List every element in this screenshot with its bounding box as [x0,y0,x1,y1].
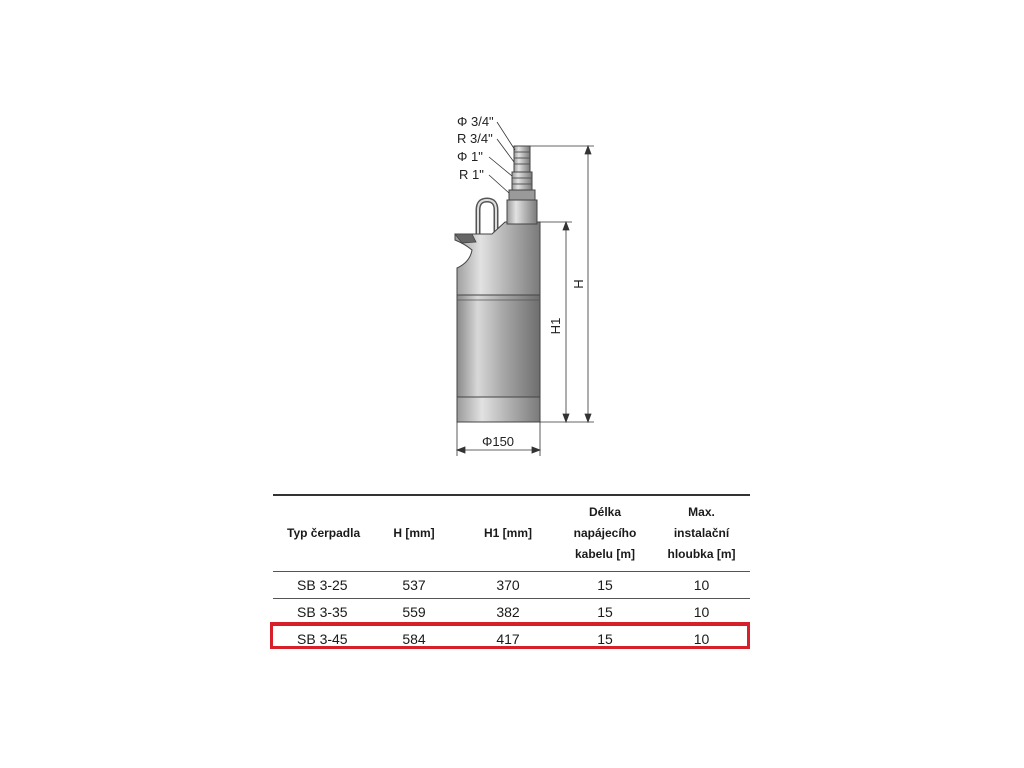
cell-h: 559 [402,604,426,620]
cell-h1: 417 [496,631,520,647]
table-header-row [273,495,750,572]
table-row-highlighted [273,626,750,653]
cell-depth: 10 [693,577,710,593]
header-depth-line-3: hloubka [m] [667,547,736,561]
label-r-3-4: R 3/4" [457,131,493,146]
header-cable-line-3: kabelu [m] [574,547,635,561]
header-h: H [mm] [393,526,435,540]
pump-spec-table [273,494,750,652]
cell-h: 584 [402,631,426,647]
label-r-1: R 1" [459,167,484,182]
label-phi-3-4: Φ 3/4" [457,114,494,129]
connector-leaders [489,122,515,193]
cell-depth: 10 [693,604,710,620]
pump-body [455,146,540,422]
header-depth-line-2: instalační [673,526,730,540]
label-diameter: Φ150 [481,434,515,449]
cell-h1: 382 [496,604,520,620]
header-cable-line-1: Délka [588,505,622,519]
cell-type: SB 3-35 [297,604,348,620]
label-h: H [571,279,586,289]
label-phi-1: Φ 1" [457,149,483,164]
table-row [273,572,750,599]
header-cable-line-2: napájecího [573,526,637,540]
table-row [273,599,750,626]
cell-type: SB 3-45 [297,631,348,647]
cell-type: SB 3-25 [297,577,348,593]
cell-h1: 370 [496,577,520,593]
header-cable-length [557,495,653,572]
header-max-depth [653,495,750,572]
cell-depth: 10 [693,631,710,647]
header-type: Typ čerpadla [287,526,361,540]
cell-cable: 15 [597,604,613,620]
cell-cable: 15 [597,577,613,593]
header-h1: H1 [mm] [483,526,532,540]
header-depth-line-1: Max. [688,505,715,519]
cell-h: 537 [402,577,426,593]
label-h1: H1 [548,317,563,335]
cell-cable: 15 [597,631,613,647]
